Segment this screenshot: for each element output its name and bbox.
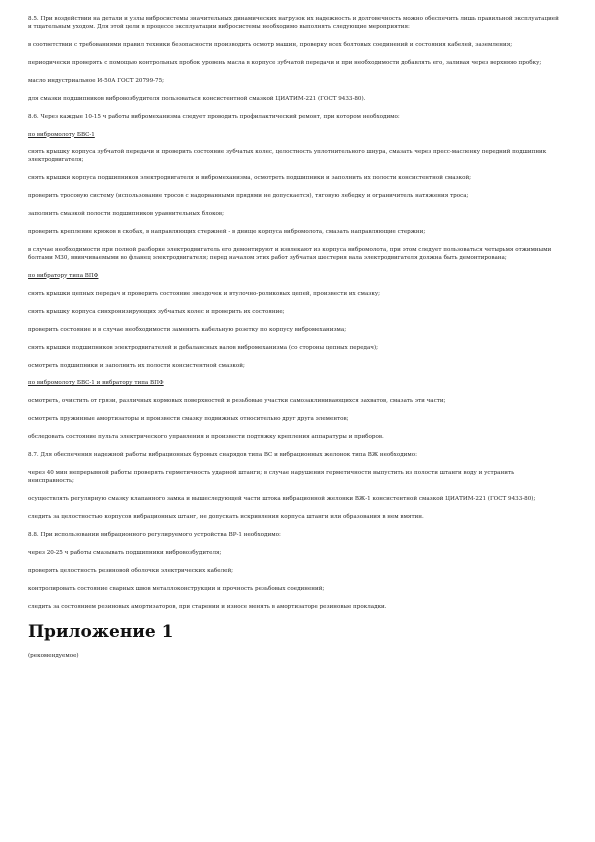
paragraph: снять крышки цепных передач и проверить состояние звездочек и втулочно-роликовых цепей, произвести их смазку;	[28, 290, 381, 297]
paragraph: снять крышки корпуса подшипников электродвигателя и вибромеханизма, осмотреть подшипники и заполнить их полости консистентной смазкой;	[28, 175, 472, 182]
paragraph: осмотреть подшипники и заполнить их полости консистентной смазкой;	[28, 362, 245, 369]
paragraph: снять крышку корпуса синхронизирующих зубчатых колес и проверить их состояние;	[28, 308, 285, 315]
paragraph: через 40 мин непрерывной работы проверять герметичность ударной штанги; в случае нарушения герметичности выпустить из полости штанги воду и устранить неисправность;	[28, 470, 515, 484]
paragraph: снять крышки подшипников электродвигателей и дебалансных валов вибромеханизма (со стороны цепных передач);	[28, 344, 379, 351]
paragraph: в случае необходимости при полной разборке электродвигатель его демонтируют и извлекают из корпуса вибромолота, при этом следует пользоваться четырьмя отжимными болтами М30, ввинчиваемыми во фланец электродвигателя; перед началом этих работ зубчатая шестерня вала электродвигателя должна быть демонтирована;	[28, 247, 552, 261]
paragraph: контролировать состояние сварных швов металлоконструкции и прочность резьбовых соединений;	[28, 585, 325, 592]
paragraph: 8.5. При воздействии на детали и узлы вибросистемы значительных динамических нагрузок их надежность и долговечность можно обеспечить лишь правильной эксплуатацией и тщательным уходом. Для этой цели в процессе эксплуатации вибросистемы необходимо выполнять следующие мероприятия:	[28, 16, 559, 30]
section-subheading: по вибромолоту БВС-1	[28, 131, 95, 138]
paragraph: проверить крепление крюков в скобах, в направляющих стержней - в днище корпуса вибромолота, смазать направляющие стержни;	[28, 229, 426, 236]
paragraph: периодически проверять с помощью контрольных пробок уровень масла в корпусе зубчатой передачи и при необходимости добавлять его, заливая через верхнюю пробку;	[28, 59, 542, 66]
paragraph: масло индустриальное И-50А ГОСТ 20799-75;	[28, 77, 165, 84]
paragraph: обследовать состояние пульта электрического управления и произвести подтяжку крепления аппаратуры и приборов.	[28, 434, 384, 441]
paragraph: заполнить смазкой полости подшипников уравнительных блоков;	[28, 211, 224, 218]
paragraph: следить за состоянием резиновых амортизаторов, при старении и износе менять в амортизаторе резиновые прокладки.	[28, 603, 387, 610]
paragraph: осмотреть, очистить от грязи, различных кормовых поверхностей и резьбовые участки самозаклинивающихся захватов, смазать эти части;	[28, 398, 446, 405]
paragraph: через 20-25 ч работы смазывать подшипники вибровозбудителя;	[28, 549, 222, 556]
paragraph: 8.6. Через каждые 10-15 ч работы вибромеханизма следует проводить профилактический ремонт, при котором необходимо:	[28, 113, 400, 120]
section-subheading: по вибратору типа ВПФ	[28, 272, 99, 279]
paragraph: снять крышку корпуса зубчатой передачи и проверить состояние зубчатых колес, целостность уплотнительного шнура, смазать через пресс-масленку передний подшипник электродвигателя;	[28, 149, 547, 164]
document-body	[28, 16, 559, 611]
section-subheading: по вибромолоту БВС-1 и вибратору типа ВПФ	[28, 380, 164, 387]
paragraph: проверить тросовую систему (использование тросов с надорванными прядями не допускается), тяговую лебедку и ограничитель натяжения троса;	[28, 193, 469, 200]
paragraph: в соответствии с требованиями правил техники безопасности производить осмотр машин, проверку всех болтовых соединений и состояния кабелей, заземления;	[28, 41, 513, 48]
paragraph: следить за целостностью корпусов вибрационных штанг, не допускать искривления корпуса штанги или образования в нем вмятин.	[28, 513, 424, 520]
paragraph: 8.7. Для обеспечения надежной работы вибрационных буровых снарядов типа ВС и вибрационных желонок типа ВЖ необходимо:	[28, 452, 417, 459]
appendix-title: Приложение 1	[28, 621, 174, 642]
paragraph: осуществлять регулярную смазку клапанного замка и вышеследующей части штока вибрационной желонки ВЖ-1 консистентной смазкой ЦИАТИМ-221 (ГОСТ 9433-80);	[28, 495, 536, 502]
paragraph: 8.8. При использовании вибрационного регулируемого устройства ВР-1 необходимо:	[28, 531, 281, 538]
paragraph: проверить состояние и в случае необходимости заменить кабельную розетку по корпусу вибромеханизма;	[28, 326, 347, 333]
paragraph: осмотреть пружинные амортизаторы и произвести смазку подвижных относительно друг друга элементов;	[28, 416, 349, 423]
appendix-note: (рекомендуемое)	[28, 652, 79, 659]
paragraph: для смазки подшипников вибровозбудителя пользоваться консистентной смазкой ЦИАТИМ-221 (ГОСТ 9433-80).	[28, 95, 366, 102]
paragraph: проверять целостность резиновой оболочки электрических кабелей;	[28, 567, 234, 574]
